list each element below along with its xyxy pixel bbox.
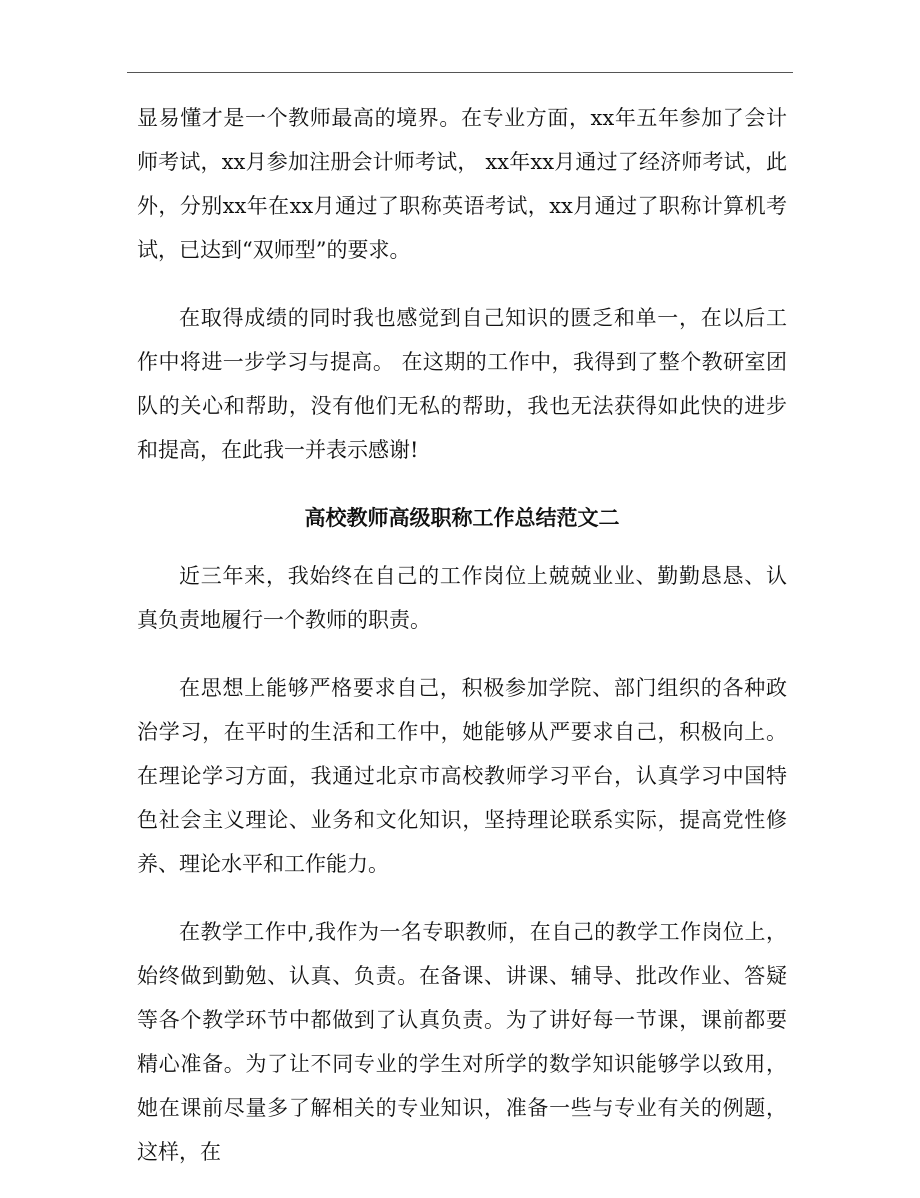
- header-divider: [127, 72, 793, 73]
- paragraph-ideology: 在思想上能够严格要求自己，积极参加学院、部门组织的各种政治学习，在平时的生活和工作中，她能够从严要求自己，积极向上。在理论学习方面，我通过北京市高校教师学习平台，认真学习中国特色社会主义理论、业务和文化知识，坚持理论联系实际，提高党性修养、理论水平和工作能力。: [137, 676, 787, 876]
- section-title: 高校教师高级职称工作总结范文二: [304, 506, 620, 530]
- paragraph-teaching: 在教学工作中,我作为一名专职教师，在自己的教学工作岗位上，始终做到勤勉、认真、负责。在备课、讲课、辅导、批改作业、答疑等各个教学环节中都做到了认真负责。为了讲好每一节课，课前都要精心准备。为了让不同专业的学生对所学的数学知识能够学以致用，她在课前尽量多了解相关的专业知识，准备一些与专业有关的例题，这样，在: [137, 920, 787, 1164]
- paragraph-acknowledgement: 在取得成绩的同时我也感觉到自己知识的匮乏和单一，在以后工作中将进一步学习与提高。 在这期的工作中，我得到了整个教研室团队的关心和帮助，没有他们无私的帮助，我也无法获得如此快的进步和提高，在此我一并表示感谢!: [137, 306, 787, 462]
- paragraph-intro: 近三年来，我始终在自己的工作岗位上兢兢业业、勤勤恳恳、认真负责地履行一个教师的职责。: [137, 564, 787, 632]
- paragraph-continuation: 显易懂才是一个教师最高的境界。在专业方面，xx年五年参加了会计师考试，xx月参加注册会计师考试， xx年xx月通过了经济师考试，此外，分别xx年在xx月通过了职称英语考试，xx月通过了职称计算机考试，已达到“双师型”的要求。: [137, 106, 787, 262]
- document-body: [137, 96, 787, 1198]
